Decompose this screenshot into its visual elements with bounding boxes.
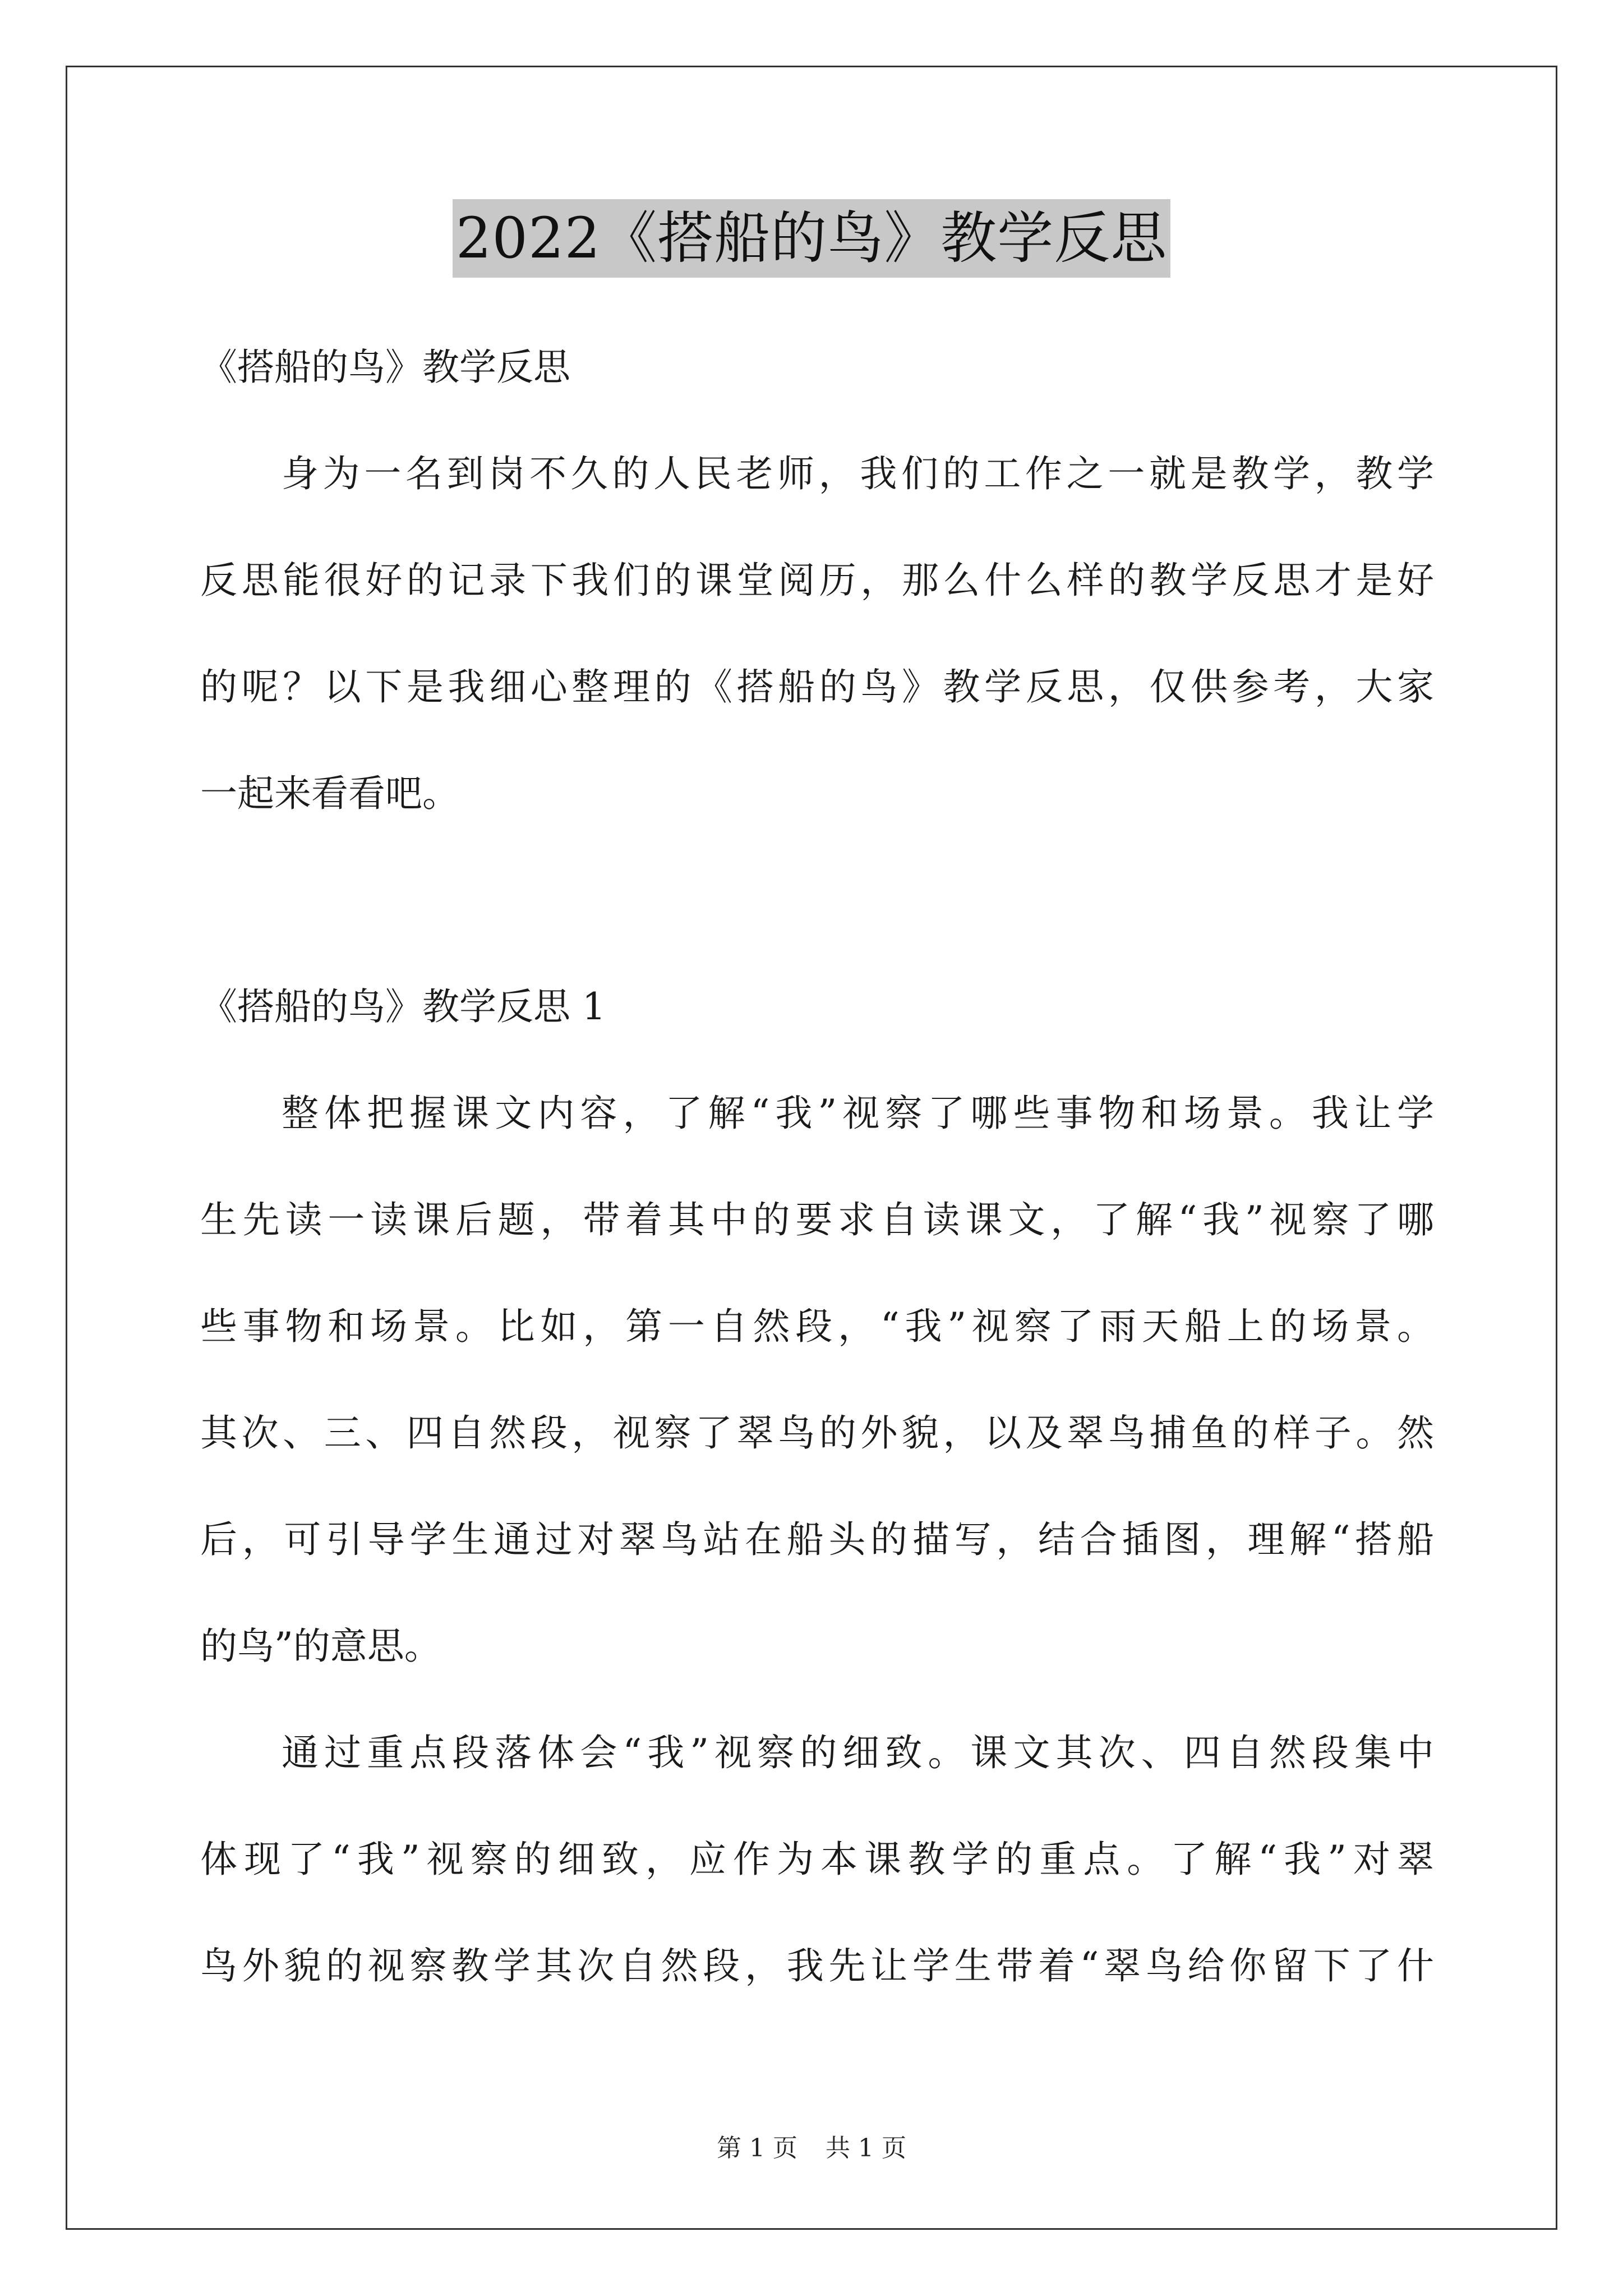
paragraph-line: 生先读一读课后题，带着其中的要求自读课文，了解“我”视察了哪 — [200, 1198, 1434, 1241]
spacer — [200, 847, 1434, 954]
title-container — [0, 199, 1623, 278]
paragraph-line: 鸟外貌的视察教学其次自然段，我先让学生带着“翠鸟给你留下了什 — [200, 1944, 1434, 1987]
intro-line: 反思能很好的记录下我们的课堂阅历，那么什么样的教学反思才是好 — [200, 559, 1434, 602]
paragraph-line: 其次、三、四自然段，视察了翠鸟的外貌，以及翠鸟捕鱼的样子。然 — [200, 1411, 1434, 1455]
page-footer — [0, 2132, 1623, 2165]
intro-heading: 《搭船的鸟》教学反思 — [200, 346, 570, 389]
paragraph-line: 整体把握课文内容，了解“我”视察了哪些事物和场景。我让学 — [282, 1092, 1434, 1135]
paragraph-line: 些事物和场景。比如，第一自然段，“我”视察了雨天船上的场景。 — [200, 1305, 1434, 1348]
paragraph-line: 通过重点段落体会“我”视察的细致。课文其次、四自然段集中 — [282, 1731, 1434, 1774]
page-number: 第 1 页 — [717, 2134, 797, 2162]
paragraph-line: 的鸟”的意思。 — [200, 1625, 441, 1668]
intro-line: 一起来看看吧。 — [200, 772, 459, 815]
paragraph-line: 后，可引导学生通过对翠鸟站在船头的描写，结合插图，理解“搭船 — [200, 1518, 1434, 1561]
section-heading-1: 《搭船的鸟》教学反思 1 — [200, 985, 606, 1028]
document-title: 2022《搭船的鸟》教学反思 — [453, 199, 1171, 278]
paragraph-line: 体现了“我”视察的细致，应作为本课教学的重点。了解“我”对翠 — [200, 1838, 1434, 1881]
intro-line: 的呢？以下是我细心整理的《搭船的鸟》教学反思，仅供参考，大家 — [200, 665, 1434, 708]
intro-line: 身为一名到岗不久的人民老师，我们的工作之一就是教学，教学 — [282, 452, 1434, 495]
document-body — [200, 314, 1434, 2019]
page-total: 共 1 页 — [826, 2134, 906, 2162]
